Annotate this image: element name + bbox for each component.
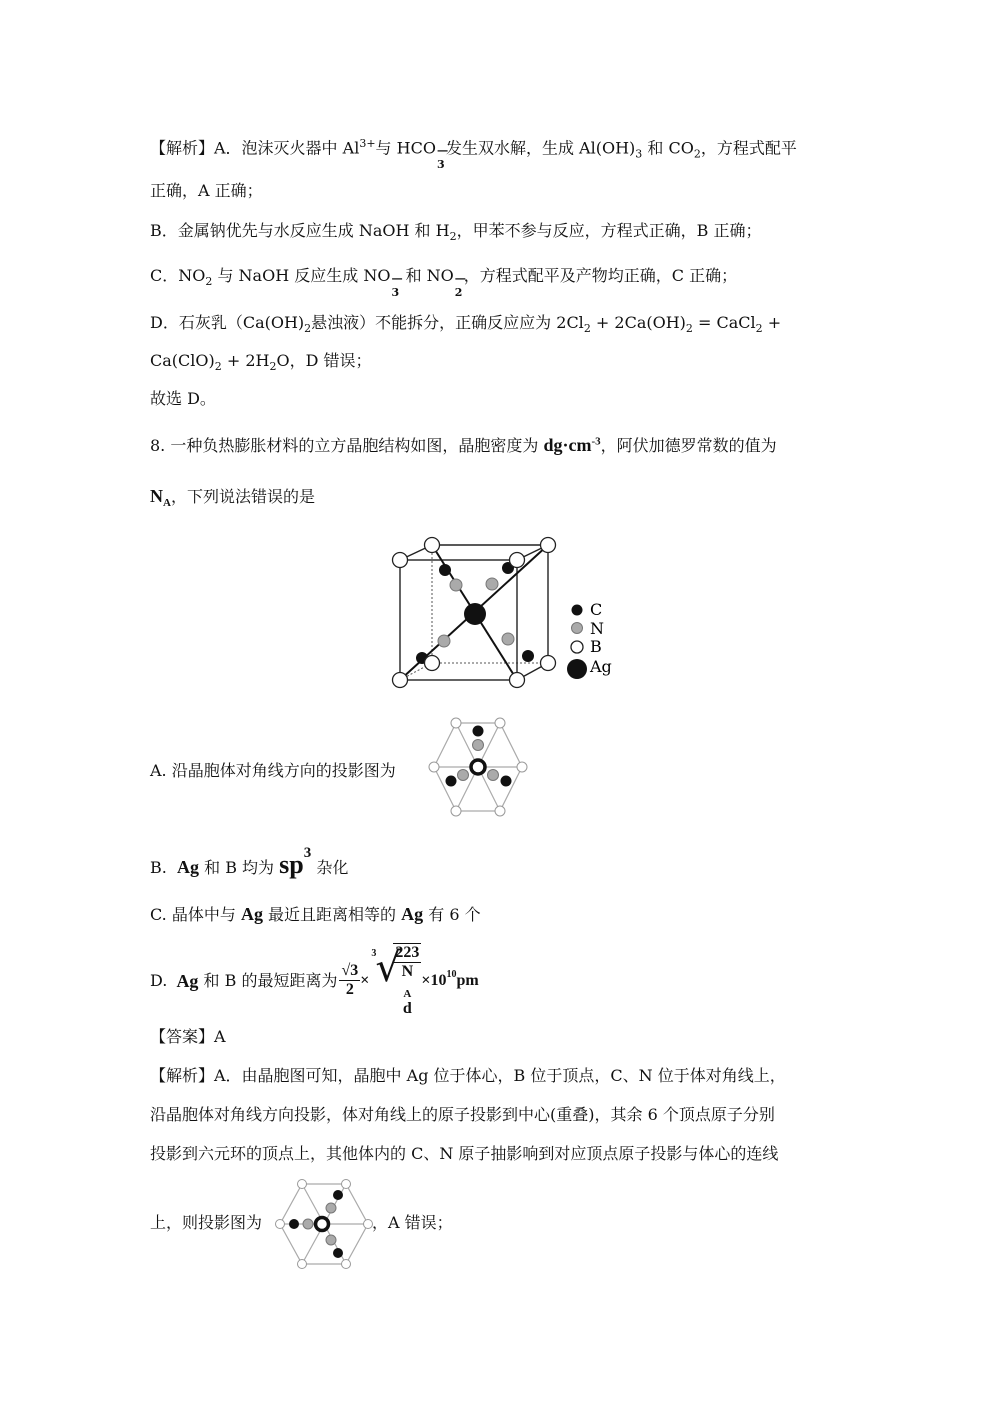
explanation-7d: D．石灰乳（$Ca(OH)_2$悬浊液）不能拆分，正确反应应为 $2Cl_2 + 2Ca(OH)_2$ = CaCl$_2$ +: [150, 313, 782, 336]
question-8-stem-cont: $N_A$，下列说法错误的是: [150, 486, 315, 510]
crystal-cell-diagram: [380, 530, 640, 700]
atom-n: [502, 633, 514, 645]
explanation-line-1: 【解析】A．由晶胞图可知，晶胞中 Ag 位于体心，B 位于顶点，C、N 位于体对角线上，: [150, 1066, 786, 1085]
atom-n: [438, 635, 450, 647]
projection-option-a: [425, 715, 535, 820]
legend-ag: Ag: [590, 657, 612, 676]
explanation-7c: C．$NO_2$ 与 NaOH 反应生成 NO − 3 和 NO − 2 ，方程式配平及产物均正确，C 正确；: [150, 266, 738, 299]
fraction-sqrt3-over-2: $\frac{√3}{2}$: [341, 962, 359, 998]
option-a: A. 沿晶胞体对角线方向的投影图为: [150, 761, 396, 780]
explanation-7d-cont: $Ca(ClO)_2 + 2H_2O$，D 错误；: [150, 351, 372, 374]
atom-ag: [464, 603, 486, 625]
option-d: D. Ag 和 B 的最短距离为 $\frac{√3}{2}$ × 3 √ 223 N $_A$ d ×10 $^{10}$ pm: [150, 943, 479, 1018]
atom-n: [486, 578, 498, 590]
atom-n: [450, 579, 462, 591]
option-c: C. 晶体中与 Ag 最近且距离相等的 Ag 有 6 个: [150, 904, 481, 924]
option-b: B. Ag 和 B 均为 $sp^3$ 杂化: [150, 844, 349, 879]
legend-b: B: [590, 637, 602, 656]
legend-c: C: [590, 600, 603, 619]
atom-c: [522, 650, 534, 662]
cube-root: 3 √ 223 N $_A$ d: [371, 943, 420, 1018]
legend-n: N: [590, 619, 604, 638]
question-8-stem: 8. 一种负热膨胀材料的立方晶胞结构如图，晶胞密度为 $dg\cdot cm^{-3}$，阿伏加德罗常数的值为: [150, 435, 777, 455]
explanation-7a: 【解析】A．泡沫灭火器中 $Al^{3+}$与 HCO − 3 发生双水解，生成 $Al(OH)_3$ 和 $CO_2$，方程式配平: [150, 137, 797, 172]
explanation-line-2: 沿晶胞体对角线方向投影，体对角线上的原子投影到中心(重叠)，其余 6 个顶点原子分别: [150, 1105, 775, 1124]
explanation-line-3: 投影到六元环的顶点上，其他体内的 C、N 原子抽影响到对应顶点原子投影与体心的连线: [150, 1144, 779, 1163]
explanation-line-4: 上，则投影图为 ，A 错误；: [150, 1213, 453, 1232]
atom-c: [439, 564, 451, 576]
answer: 【答案】A: [150, 1027, 226, 1046]
explanation-7a-cont: 正确，A 正确；: [150, 181, 263, 200]
explanation-7b: B．金属钠优先与水反应生成 NaOH 和 $H_2$，甲苯不参与反应，方程式正确，B 正确；: [150, 221, 762, 244]
choose-d: 故选 D。: [150, 389, 216, 408]
projection-correct: [274, 1178, 378, 1270]
